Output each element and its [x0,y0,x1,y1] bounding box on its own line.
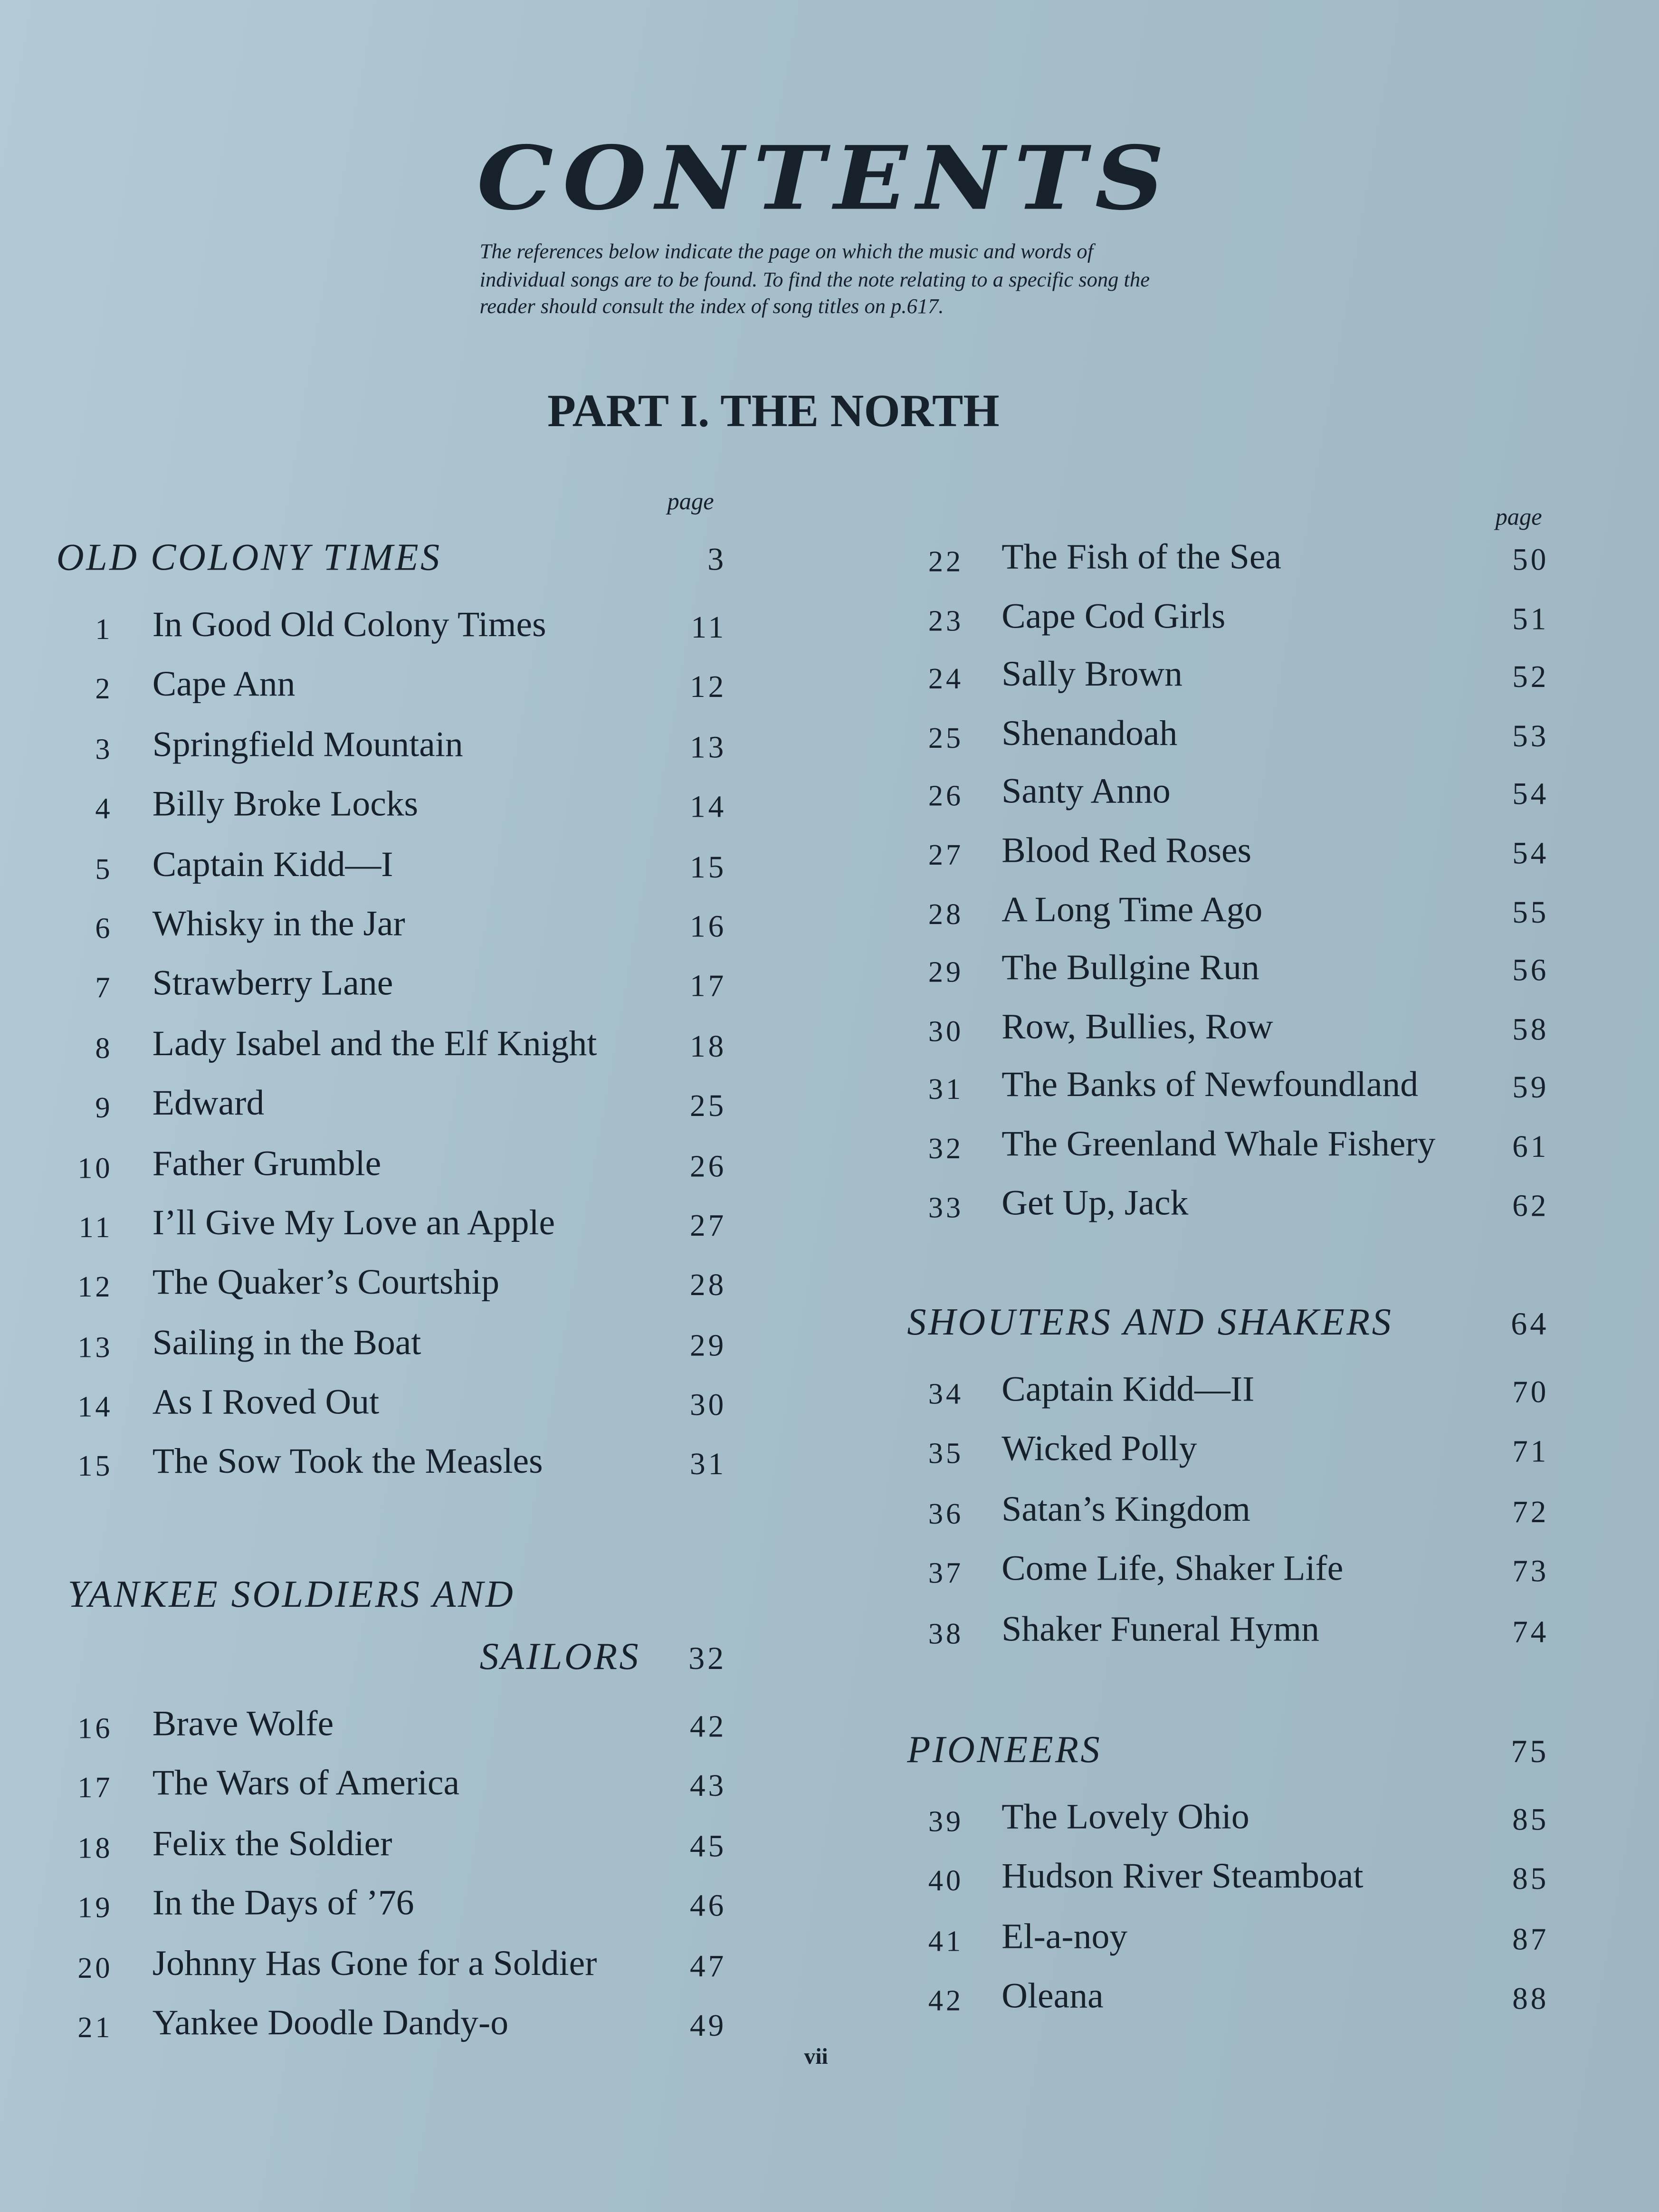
section-right-0 [0,536,1659,1240]
song-page: 43 [690,1768,727,1804]
section-page: 75 [1511,1734,1549,1769]
song-number: 38 [928,1616,964,1650]
toc-entry[interactable] [0,947,1659,1006]
section-page: 3 [707,542,727,577]
song-number: 26 [928,779,964,813]
song-title: The Quaker’s Courtship [152,1261,500,1303]
song-title: In Good Old Colony Times [152,603,546,645]
song-number: 3 [95,732,113,766]
page-column-label-left: page [667,488,714,515]
song-number: 31 [928,1072,964,1107]
song-page: 85 [1512,1861,1549,1897]
song-page: 55 [1512,894,1549,929]
song-page: 72 [1512,1493,1549,1529]
song-title: Yankee Doodle Dandy-o [152,2002,509,2043]
song-title: A Long Time Ago [1001,888,1263,929]
section-heading: SAILORS [479,1635,641,1678]
song-number: 5 [95,851,113,886]
song-number: 34 [928,1377,964,1411]
song-page: 73 [1512,1553,1549,1589]
song-title: The Lovely Ohio [1001,1796,1249,1837]
song-page: 50 [1512,542,1549,577]
song-page: 74 [1512,1613,1549,1649]
song-title: Felix the Soldier [152,1822,392,1863]
toc-entry[interactable] [0,1916,1659,1975]
song-title: El-a-noy [1001,1915,1128,1956]
section-heading: SHOUTERS AND SHAKERS [907,1300,1393,1343]
song-page: 45 [690,1828,727,1863]
song-page: 27 [690,1207,727,1243]
song-page: 26 [690,1147,727,1183]
song-title: Santy Anno [1001,771,1171,812]
section-heading: PIONEERS [907,1728,1102,1771]
song-page: 17 [690,968,727,1004]
song-page: 70 [1512,1374,1549,1410]
toc-entry[interactable] [0,771,1659,830]
song-title: Edward [152,1082,265,1124]
section-heading: OLD COLONY TIMES [56,536,442,579]
song-title: As I Roved Out [152,1381,380,1422]
toc-entry[interactable] [0,1182,1659,1240]
song-title: Row, Bullies, Row [1001,1005,1273,1047]
song-page: 29 [690,1327,727,1363]
toc-entry[interactable] [0,1368,1659,1428]
toc-entry[interactable] [0,830,1659,888]
song-page: 56 [1512,952,1549,988]
song-title: Sally Brown [1001,653,1183,695]
song-page: 13 [690,729,727,764]
song-number: 8 [95,1030,113,1065]
song-number: 7 [95,971,113,1005]
toc-entry[interactable] [0,712,1659,771]
song-page: 88 [1512,1981,1549,2016]
song-page: 51 [1512,600,1549,636]
song-number: 27 [928,838,964,872]
song-number: 11 [78,1210,113,1244]
song-title: Father Grumble [152,1142,381,1183]
section-right-2 [0,1728,1659,2035]
song-number: 22 [928,544,964,579]
song-page: 85 [1512,1801,1549,1837]
toc-entry[interactable] [0,1548,1659,1608]
song-page: 25 [690,1087,727,1124]
song-page: 54 [1512,776,1549,812]
intro-note: The references below indicate the page on which the music and words of individual songs are to be found. To find the note relating to a specific song the reader should consult the index of song titles on p.617. [479,241,1150,319]
song-number: 9 [95,1090,113,1125]
song-title: The Greenland Whale Fishery [1001,1123,1436,1164]
song-number: 2 [95,672,113,706]
song-title: I’ll Give My Love an Apple [152,1201,555,1243]
song-page: 28 [690,1267,727,1303]
song-number: 10 [77,1150,113,1184]
section-page: 64 [1511,1306,1549,1342]
song-title: Oleana [1001,1975,1104,2016]
song-number: 23 [928,603,964,637]
song-page: 18 [690,1028,727,1064]
song-page: 53 [1512,717,1549,753]
song-title: Cape Cod Girls [1001,594,1226,636]
song-number: 28 [928,896,964,931]
song-number: 20 [77,1950,113,1984]
song-title: Springfield Mountain [152,723,463,764]
song-title: Sailing in the Boat [152,1321,421,1363]
song-number: 40 [928,1864,964,1898]
song-page: 42 [690,1708,727,1744]
song-title: Wicked Polly [1001,1428,1197,1469]
song-title: Lady Isabel and the Elf Knight [152,1022,597,1064]
song-title: Shaker Funeral Hymn [1001,1607,1320,1649]
song-number: 35 [928,1437,964,1471]
song-page: 16 [690,908,727,944]
song-number: 21 [77,2010,113,2044]
song-page: 49 [690,2007,727,2043]
song-title: Hudson River Steamboat [1001,1855,1363,1897]
song-number: 13 [77,1330,113,1364]
song-number: 15 [77,1449,113,1484]
song-title: In the Days of ’76 [152,1882,414,1923]
song-page: 62 [1512,1187,1549,1223]
song-page: 30 [690,1387,727,1422]
section-page: 32 [688,1640,727,1676]
song-title: Captain Kidd—II [1001,1368,1255,1410]
song-title: Come Life, Shaker Life [1001,1547,1344,1589]
song-page: 71 [1512,1434,1549,1469]
song-number: 6 [95,911,113,945]
song-number: 30 [928,1014,964,1048]
song-number: 42 [928,1983,964,2018]
song-title: Brave Wolfe [152,1703,334,1744]
song-page: 46 [690,1888,727,1923]
page-number: vii [804,2045,828,2070]
toc-entry[interactable] [0,1488,1659,1548]
song-title: Satan’s Kingdom [1001,1488,1251,1529]
toc-entry[interactable] [0,595,1659,654]
song-title: Blood Red Roses [1001,829,1252,871]
song-title: Whisky in the Jar [152,903,405,944]
page-title: CONTENTS [477,127,1174,230]
song-title: Billy Broke Locks [152,783,419,824]
song-title: Captain Kidd—I [152,843,393,884]
song-title: The Wars of America [152,1762,460,1804]
song-page: 31 [690,1447,727,1482]
song-number: 37 [928,1556,964,1591]
song-page: 54 [1512,835,1549,871]
song-number: 36 [928,1496,964,1531]
toc-entry[interactable] [0,1608,1659,1668]
song-page: 14 [690,789,727,824]
part-heading: PART I. THE NORTH [547,386,1000,438]
song-page: 11 [691,609,727,645]
toc-entry[interactable] [0,1123,1659,1182]
song-number: 39 [928,1804,964,1839]
song-number: 14 [77,1390,113,1424]
song-number: 18 [77,1831,113,1865]
song-number: 17 [77,1771,113,1805]
song-page: 12 [690,669,727,705]
toc-entry[interactable] [0,1064,1659,1123]
song-title: The Fish of the Sea [1001,536,1282,577]
song-page: 58 [1512,1011,1549,1047]
song-title: Get Up, Jack [1001,1181,1189,1223]
song-number: 1 [95,612,113,646]
song-number: 24 [928,662,964,696]
song-title: Cape Ann [152,663,296,705]
page-column-label-right: page [1495,504,1542,531]
song-page: 59 [1512,1069,1549,1106]
song-number: 32 [928,1131,964,1165]
song-title: Shenandoah [1001,712,1178,753]
song-title: Johnny Has Gone for a Soldier [152,1942,597,1983]
toc-entry[interactable] [0,888,1659,947]
song-number: 41 [928,1924,964,1958]
section-right-1 [0,1301,1659,1668]
song-number: 4 [95,791,113,826]
song-page: 47 [690,1947,727,1983]
song-number: 19 [77,1890,113,1925]
toc-entry[interactable] [0,1005,1659,1064]
song-number: 12 [77,1270,113,1304]
song-title: The Sow Took the Measles [152,1441,543,1482]
song-page: 52 [1512,659,1549,695]
toc-entry[interactable] [0,653,1659,712]
song-number: 29 [928,955,964,990]
section-heading: YANKEE SOLDIERS AND [67,1573,515,1615]
song-page: 61 [1512,1128,1549,1164]
song-number: 33 [928,1190,964,1224]
toc-entry[interactable] [0,1796,1659,1856]
toc-entry[interactable] [0,536,1659,595]
song-title: Strawberry Lane [152,963,393,1004]
song-page: 15 [690,849,727,884]
song-number: 25 [928,720,964,754]
toc-entry[interactable] [0,1975,1659,2035]
song-title: The Banks of Newfoundland [1001,1064,1419,1106]
song-page: 87 [1512,1921,1549,1956]
toc-entry[interactable] [0,1856,1659,1916]
song-number: 16 [77,1711,113,1745]
toc-entry[interactable] [0,1428,1659,1488]
song-title: The Bullgine Run [1001,946,1259,988]
